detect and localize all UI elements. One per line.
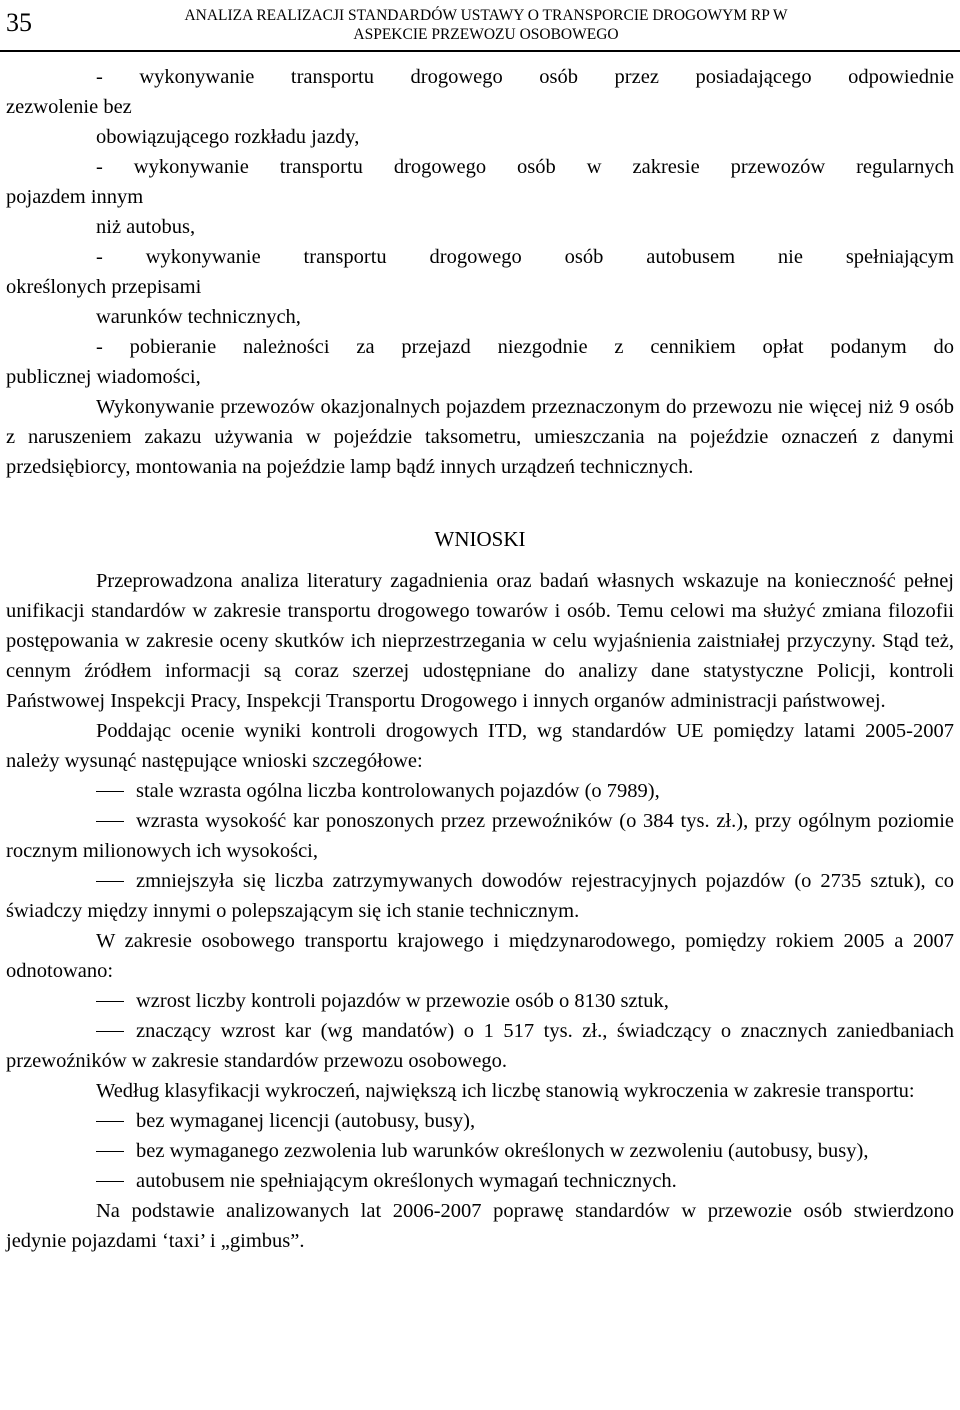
list-item-text: stale wzrasta ogólna liczba kontrolowanych pojazdów (o 7989), xyxy=(136,780,660,802)
list-item-text: wzrasta wysokość kar ponoszonych przez przewoźników (o 384 tys. zł.), przy ogólnym poziomie rocznym milionowych ich wysokości, xyxy=(6,810,954,862)
text-line: zezwolenie bez xyxy=(6,96,132,118)
section-heading: WNIOSKI xyxy=(434,527,526,551)
list-item xyxy=(6,986,954,1016)
running-head-line: ANALIZA REALIZACJI STANDARDÓW USTAWY O TRANSPORCIE DROGOWYM RP W xyxy=(184,7,788,24)
page-number: 35 xyxy=(6,8,32,37)
dash-icon xyxy=(96,821,124,822)
list-item xyxy=(6,1016,954,1076)
dash-icon xyxy=(96,1181,124,1182)
list-item-text: autobusem nie spełniającym określonych wymagań technicznych. xyxy=(136,1170,677,1192)
paragraph: Poddając ocenie wyniki kontroli drogowych ITD, wg standardów UE pomiędzy latami 2005-2007 należy wysunąć następujące wnioski szczegółowe: xyxy=(6,720,954,772)
dash-icon xyxy=(96,1031,124,1032)
paragraph: Wykonywanie przewozów okazjonalnych pojazdem przeznaczonym do przewozu nie więcej niż 9 osób z naruszeniem zakazu używania w pojeździe taksometru, umieszczania na pojeździe oznaczeń z danymi przedsiębiorcy, montowania na pojeździe lamp bądź innych urządzeń technicznych. xyxy=(6,396,954,478)
text-line: publicznej wiadomości, xyxy=(6,366,201,388)
dash-icon xyxy=(96,791,124,792)
list-item xyxy=(6,1166,954,1196)
text-line: obowiązującego rozkładu jazdy, xyxy=(96,126,360,148)
list-item-text: bez wymaganego zezwolenia lub warunków określonych w zezwoleniu (autobusy, busy), xyxy=(136,1140,869,1162)
text-line: - wykonywanie transportu drogowego osób przez posiadającego odpowiednie xyxy=(96,66,954,88)
text-line: określonych przepisami xyxy=(6,276,202,298)
bullet-list xyxy=(6,776,954,926)
text-line: warunków technicznych, xyxy=(96,306,301,328)
dash-icon xyxy=(96,1001,124,1002)
running-head-line: ASPEKCIE PRZEWOZU OSOBOWEGO xyxy=(353,26,619,43)
dash-icon xyxy=(96,1151,124,1152)
list-item xyxy=(6,806,954,866)
text-line: - pobieranie należności za przejazd niezgodnie z cennikiem opłat podanym do xyxy=(96,336,954,358)
document-body xyxy=(6,62,954,1256)
text-line: niż autobus, xyxy=(96,216,196,238)
list-item-text: bez wymaganej licencji (autobusy, busy), xyxy=(136,1110,476,1132)
bullet-list xyxy=(6,986,954,1076)
text-line: - wykonywanie transportu drogowego osób w zakresie przewozów regularnych xyxy=(96,156,954,178)
list-item xyxy=(6,776,954,806)
list-item-text: wzrost liczby kontroli pojazdów w przewozie osób o 8130 sztuk, xyxy=(136,990,669,1012)
paragraph: W zakresie osobowego transportu krajowego i międzynarodowego, pomiędzy rokiem 2005 a 2007 odnotowano: xyxy=(6,930,954,982)
list-item xyxy=(6,866,954,926)
running-head xyxy=(108,6,864,44)
list-item xyxy=(6,1136,954,1166)
dash-icon xyxy=(96,1121,124,1122)
text-line: - wykonywanie transportu drogowego osób autobusem nie spełniającym xyxy=(96,246,954,268)
page-header xyxy=(0,0,960,52)
list-item-text: znaczący wzrost kar (wg mandatów) o 1 517 tys. zł., świadczący o znacznych zaniedbaniach przewoźników w zakresie standardów przewozu osobowego. xyxy=(6,1020,954,1072)
text-line: pojazdem innym xyxy=(6,186,144,208)
bullet-list xyxy=(6,1106,954,1196)
paragraph: Przeprowadzona analiza literatury zagadnienia oraz badań własnych wskazuje na konieczność pełnej unifikacji standardów w zakresie transportu drogowego towarów i osób. Temu celowi ma służyć zmiana filozofii postępowania w zakresie oceny skutków ich nieprzestrzegania w celu wyjaśnienia zaistniałej przyczyny. Stąd też, cennym źródłem informacji są coraz szerzej udostępniane do analizy dane statystyczne Policji, kontroli Państwowej Inspekcji Pracy, Inspekcji Transportu Drogowego i innych organów administracji państwowej. xyxy=(6,570,954,712)
list-item xyxy=(6,1106,954,1136)
paragraph: Na podstawie analizowanych lat 2006-2007 poprawę standardów w przewozie osób stwierdzono jedynie pojazdami ‘taxi’ i „gimbus”. xyxy=(6,1200,954,1252)
paragraph: Według klasyfikacji wykroczeń, największą ich liczbę stanowią wykroczenia w zakresie transportu: xyxy=(96,1080,915,1102)
list-item-text: zmniejszyła się liczba zatrzymywanych dowodów rejestracyjnych pojazdów (o 2735 sztuk), co świadczy między innymi o polepszającym się ich stanie technicznym. xyxy=(6,870,954,922)
dash-icon xyxy=(96,881,124,882)
